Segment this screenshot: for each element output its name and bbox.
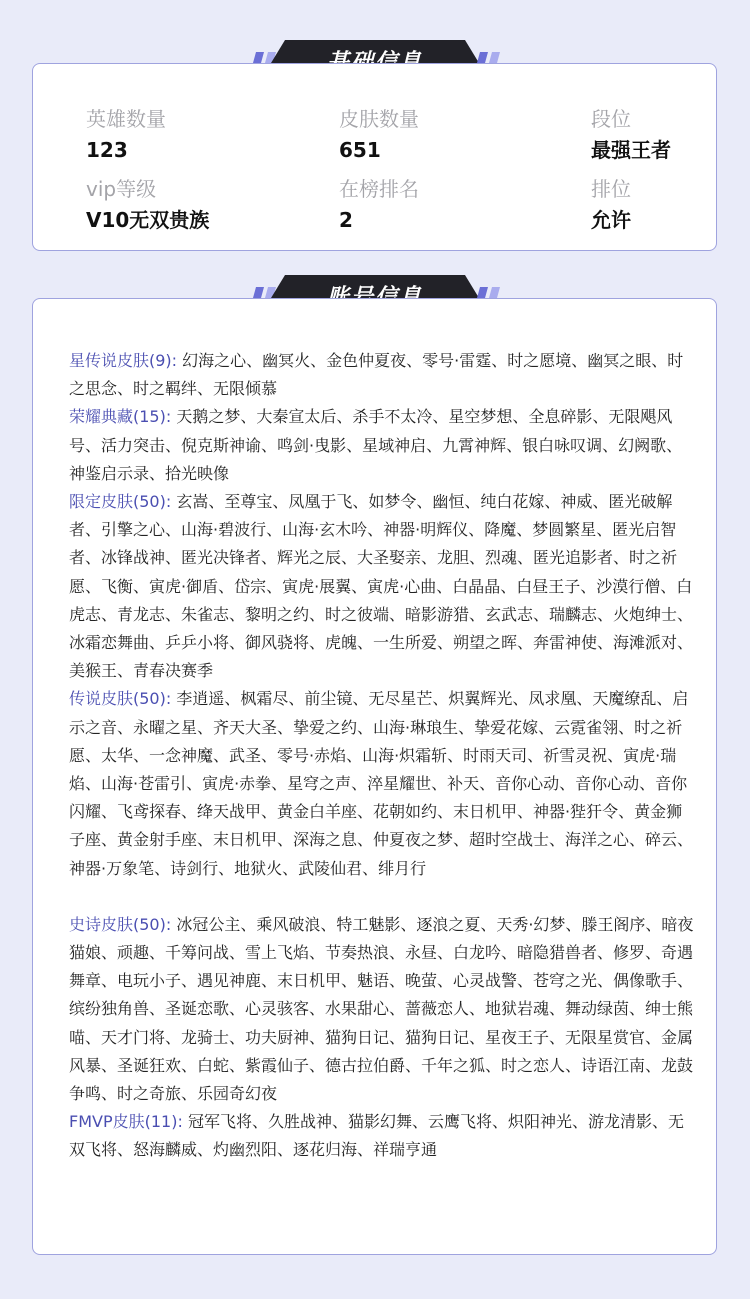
skin-items: 冰冠公主、乘风破浪、特工魅影、逐浪之夏、天秀·幻梦、滕王阁序、暗夜猫娘、顽趣、千筹问战、雪上飞焰、节奏热浪、永昼、白龙吟、暗隐猎兽者、修罗、奇遇舞章、电玩小子、遇见神鹿、末日机甲、魅语、晚萤、心灵战警、苍穹之光、偶像歌手、缤纷独角兽、圣诞恋歌、心灵骇客、水果甜心、蔷薇恋人、地狱岩魂、舞动绿茵、绅士熊喵、天才门将、龙骑士、功夫厨神、猫狗日记、猫狗日记、星夜王子、无限星赏官、金属风暴、圣诞狂欢、白蛇、紫霞仙子、德古拉伯爵、千年之狐、时之恋人、诗语江南、龙鼓争鸣、时之奇旅、乐园奇幻夜	[69, 914, 694, 1104]
skin-items: 李逍遥、枫霜尽、前尘镜、无尽星芒、炽翼辉光、凤求凰、天魔缭乱、启示之音、永曜之星、齐天大圣、挚爱之约、山海·琳琅生、挚爱花嫁、云霓雀翎、时之祈愿、太华、一念神魔、武圣、零号·赤焰、山海·炽霜斩、时雨天司、祈雪灵祝、寅虎·瑞焰、山海·苍雷引、寅虎·赤拳、星穹之声、淬星耀世、补天、音你心动、音你心动、音你闪耀、飞鸢探春、绛天战甲、黄金白羊座、花朝如约、末日机甲、神器·狴犴令、黄金狮子座、黄金射手座、末日机甲、深海之息、仲夏夜之梦、超时空战士、海洋之心、碎云、神器·万象笔、诗剑行、地狱火、武陵仙君、绯月行	[69, 689, 694, 878]
stat-ranked-allowed	[591, 176, 631, 233]
stat-skin-count	[339, 106, 419, 163]
stat-label: 段位	[591, 107, 631, 131]
skin-items: 天鹅之梦、大秦宣太后、杀手不太冷、星空梦想、全息碎影、无限飓风号、活力突击、倪克斯神谕、鸣剑·曳影、星域神启、九霄神辉、银白咏叹调、幻阙歌、神鉴启示录、拾光映像	[69, 407, 683, 483]
skin-category: 星传说皮肤(9):	[69, 351, 178, 370]
account-info-card	[32, 298, 717, 1255]
skin-category: FMVP皮肤(11):	[69, 1112, 183, 1132]
skin-category: 荣耀典藏(15):	[69, 407, 172, 427]
skin-category: 传说皮肤(50):	[69, 689, 172, 709]
stat-value: 允许	[591, 208, 631, 232]
skin-list	[69, 347, 694, 1165]
stat-label: 皮肤数量	[339, 107, 419, 131]
stat-label: 英雄数量	[86, 107, 166, 131]
stat-value: 最强王者	[591, 138, 671, 162]
stat-rank-tier	[591, 106, 671, 163]
stat-value: V10无双贵族	[86, 208, 210, 232]
stat-hero-count	[86, 106, 166, 163]
stat-label: vip等级	[86, 177, 157, 201]
stat-value: 651	[339, 138, 381, 162]
stat-vip-level	[86, 176, 209, 233]
stat-label: 排位	[591, 177, 631, 201]
basic-info-card	[32, 63, 717, 251]
stat-label: 在榜排名	[339, 177, 419, 201]
skin-group-glory-collection	[69, 403, 694, 488]
skin-category: 史诗皮肤(50):	[69, 914, 172, 934]
skin-group-star-legend	[69, 347, 694, 403]
skin-group-fmvp	[69, 1108, 694, 1164]
stat-leaderboard-rank	[339, 176, 419, 233]
stat-value: 123	[86, 138, 128, 162]
skin-group-limited	[69, 488, 694, 685]
skin-category: 限定皮肤(50):	[69, 492, 172, 512]
skin-group-legend	[69, 685, 694, 882]
stat-value: 2	[339, 208, 353, 232]
skin-items: 冠军飞将、久胜战神、猫影幻舞、云鹰飞将、炽阳神光、游龙清影、无双飞将、怒海麟威、灼幽烈阳、逐花归海、祥瑞亨通	[69, 1112, 684, 1160]
skin-group-epic	[69, 911, 694, 1108]
skin-items: 玄嵩、至尊宝、凤凰于飞、如梦令、幽恒、纯白花嫁、神威、匿光破解者、引擎之心、山海·碧波行、山海·玄木吟、神器·明辉仪、降魔、梦圆繁星、匿光启智者、冰锋战神、匿光决锋者、辉光之辰、大圣娶亲、龙胆、烈魂、匿光追影者、时之祈愿、飞衡、寅虎·御盾、岱宗、寅虎·展翼、寅虎·心曲、白晶晶、白昼王子、沙漠行僧、白虎志、青龙志、朱雀志、黎明之约、时之彼端、暗影游猎、玄武志、瑞麟志、火炮绅士、冰霜恋舞曲、乒乒小将、御风骁将、虎魄、一生所爱、朔望之晖、奔雷神使、海滩派对、美猴王、青春决赛季	[69, 492, 694, 681]
skin-items: 幻海之心、幽冥火、金色仲夏夜、零号·雷霆、时之愿境、幽冥之眼、时之思念、时之羁绊、无限倾慕	[69, 351, 684, 399]
